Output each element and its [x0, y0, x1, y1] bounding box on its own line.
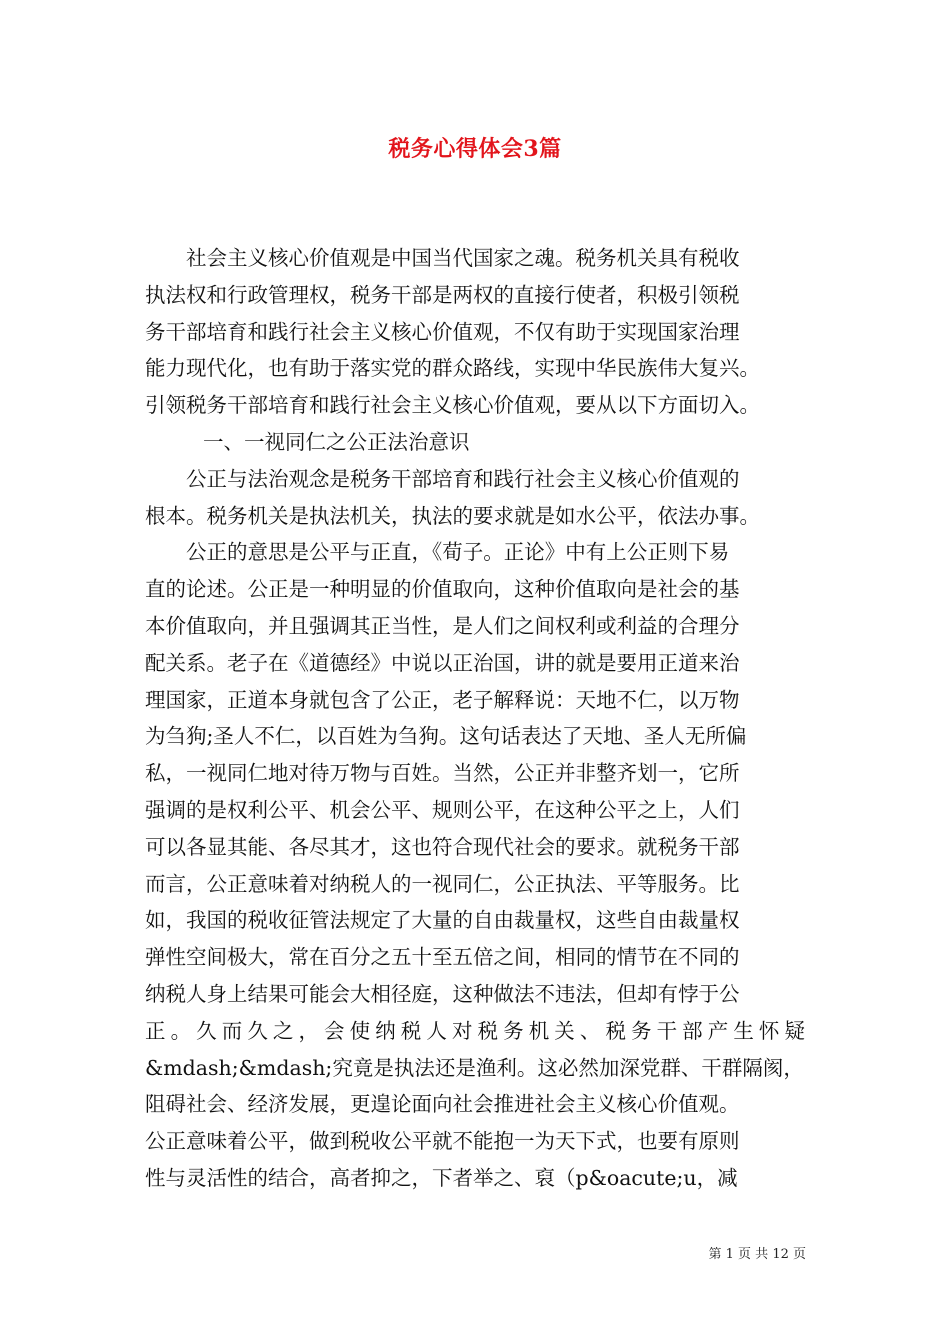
- body-line: 弹性空间极大，常在百分之五十至五倍之间，相同的情节在不同的: [145, 945, 740, 970]
- section-heading: 一、一视同仁之公正法治意识: [203, 429, 470, 454]
- body-line: 公正与法治观念是税务干部培育和践行社会主义核心价值观的: [186, 466, 740, 491]
- body-line: 务干部培育和践行社会主义核心价值观，不仅有助于实现国家治理: [145, 319, 740, 344]
- body-line: 正。久而久之，会使纳税人对税务机关、税务干部产生怀疑: [145, 1018, 805, 1043]
- body-line: 私，一视同仁地对待万物与百姓。当然，公正并非整齐划一，它所: [145, 761, 740, 786]
- body-line: 本价值取向，并且强调其正当性，是人们之间权利或利益的合理分: [145, 613, 740, 638]
- body-line: 可以各显其能、各尽其才，这也符合现代社会的要求。就税务干部: [145, 834, 740, 859]
- body-line: 能力现代化，也有助于落实党的群众路线，实现中华民族伟大复兴。: [145, 356, 760, 381]
- document-body: [145, 240, 825, 1197]
- body-line: 为刍狗;圣人不仁，以百姓为刍狗。这句话表达了天地、圣人无所偏: [145, 724, 747, 749]
- body-line: 配关系。老子在《道德经》中说以正治国，讲的就是要用正道来治: [145, 650, 740, 675]
- body-line: 纳税人身上结果可能会大相径庭，这种做法不违法，但却有悖于公: [145, 981, 740, 1006]
- body-line: 引领税务干部培育和践行社会主义核心价值观，要从以下方面切入。: [145, 393, 760, 418]
- body-line: 根本。税务机关是执法机关，执法的要求就是如水公平，依法办事。: [145, 503, 760, 528]
- body-line: 社会主义核心价值观是中国当代国家之魂。税务机关具有税收: [186, 246, 740, 270]
- body-line: 性与灵活性的结合，高者抑之，下者举之、裒（p&oacute;u，减: [145, 1165, 738, 1190]
- body-line: 公正意味着公平，做到税收公平就不能抱一为天下式，也要有原则: [145, 1129, 740, 1154]
- body-line: &mdash;&mdash;究竟是执法还是渔利。这必然加深党群、干群隔阂，: [145, 1055, 804, 1080]
- body-line: 直的论述。公正是一种明显的价值取向，这种价值取向是社会的基: [145, 577, 740, 602]
- body-line: 而言，公正意味着对纳税人的一视同仁，公正执法、平等服务。比: [145, 871, 740, 896]
- body-line: 公正的意思是公平与正直，《荀子。正论》中有上公正则下易: [186, 540, 730, 565]
- body-line: 执法权和行政管理权，税务干部是两权的直接行使者，积极引领税: [145, 282, 740, 307]
- body-line: 阻碍社会、经济发展，更遑论面向社会推进社会主义核心价值观。: [145, 1092, 740, 1117]
- body-line: 理国家，正道本身就包含了公正，老子解释说：天地不仁，以万物: [145, 687, 740, 712]
- body-line: 强调的是权利公平、机会公平、规则公平，在这种公平之上，人们: [145, 797, 740, 822]
- document-title: 税务心得体会3篇: [388, 136, 562, 162]
- body-line: 如，我国的税收征管法规定了大量的自由裁量权，这些自由裁量权: [145, 908, 740, 933]
- page-number: 第 1 页 共 12 页: [708, 1247, 806, 1262]
